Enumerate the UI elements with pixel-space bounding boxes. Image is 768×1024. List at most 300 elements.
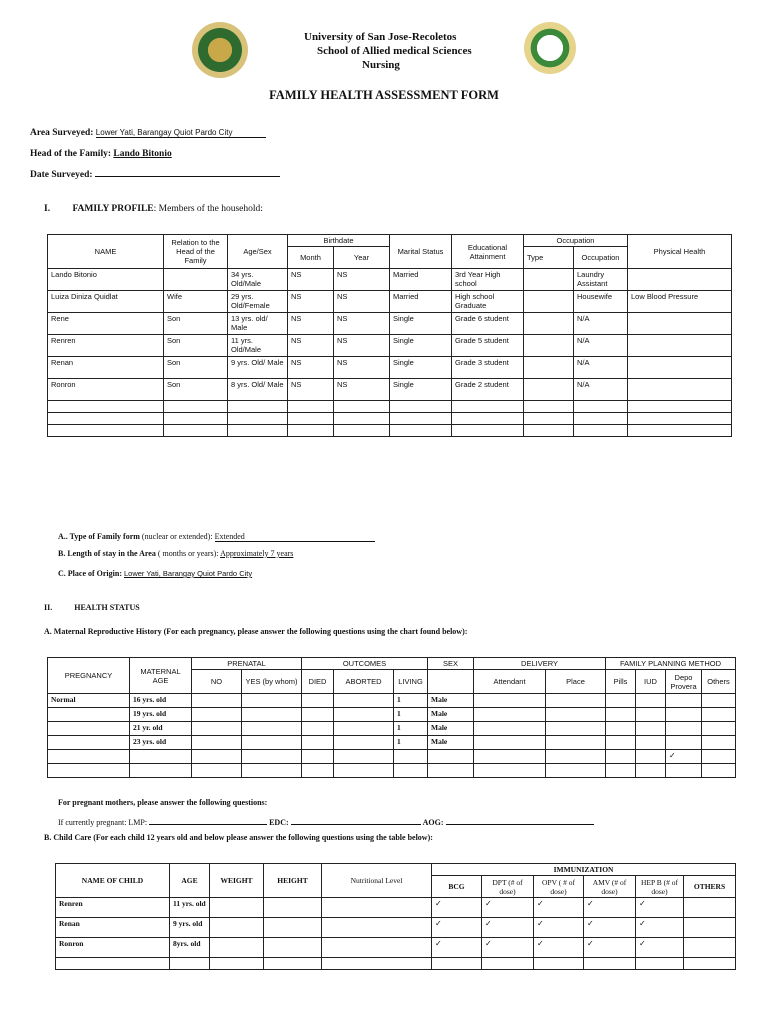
empty-cell[interactable] [242,708,302,722]
col-prenatal: PRENATAL [192,658,302,670]
table-cell: Married [390,269,452,291]
empty-cell[interactable] [474,736,546,750]
empty-cell[interactable] [636,750,666,764]
empty-cell[interactable] [474,722,546,736]
empty-cell[interactable] [242,722,302,736]
maternal-history-table [47,657,736,778]
table-cell: NS [288,269,334,291]
table-cell: 3rd Year High school [452,269,524,291]
table-row[interactable] [56,938,736,958]
empty-cell[interactable] [56,958,170,970]
school-name: School of Allied medical Sciences [317,45,472,57]
col-delivery: DELIVERY [474,658,606,670]
col-living: LIVING [394,670,428,694]
empty-cell[interactable] [474,764,546,778]
empty-cell[interactable] [192,694,242,708]
amv-check-icon: ✓ [584,918,636,938]
empty-cell[interactable] [322,938,432,958]
table-cell: Grade 2 student [452,379,524,401]
empty-cell[interactable] [666,694,702,708]
col-pregnancy: PREGNANCY [48,658,130,694]
empty-cell[interactable] [684,958,736,970]
empty-cell[interactable] [48,425,164,437]
empty-cell[interactable] [666,722,702,736]
table-cell: 9 yrs. old [170,918,210,938]
empty-cell[interactable] [574,425,628,437]
col-child-age: AGE [170,864,210,898]
col-imm-others: OTHERS [684,876,736,898]
empty-cell[interactable] [288,425,334,437]
table-cell: N/A [574,313,628,335]
empty-cell[interactable] [636,736,666,750]
empty-cell[interactable] [264,918,322,938]
empty-cell[interactable] [288,413,334,425]
table-cell [524,357,574,379]
table-cell: NS [288,379,334,401]
col-immunization: IMMUNIZATION [432,864,736,876]
empty-cell[interactable] [452,425,524,437]
empty-cell[interactable] [394,764,428,778]
empty-cell[interactable] [666,708,702,722]
empty-cell[interactable] [702,750,736,764]
table-cell [524,291,574,313]
empty-cell[interactable] [390,425,452,437]
col-year: Year [334,247,390,269]
nursing-seal-icon [524,22,576,74]
table-cell: 34 yrs. Old/Male [228,269,288,291]
lmp-label: If currently pregnant: LMP: [58,818,148,827]
table-cell [628,357,732,379]
opv-check-icon: ✓ [534,898,584,918]
empty-cell[interactable] [702,736,736,750]
opv-check-icon: ✓ [534,918,584,938]
col-dpt: DPT (# of dose) [482,876,534,898]
table-cell: N/A [574,379,628,401]
col-nutrition: Nutritional Level [322,864,432,898]
empty-cell[interactable] [192,764,242,778]
table-cell [628,379,732,401]
col-others: Others [702,670,736,694]
empty-cell[interactable] [242,736,302,750]
empty-cell[interactable] [334,722,394,736]
empty-cell[interactable] [636,708,666,722]
table-cell: Ronron [56,938,170,958]
table-cell: Renan [48,357,164,379]
empty-cell[interactable] [334,401,390,413]
col-fp: FAMILY PLANNING METHOD [606,658,736,670]
empty-cell[interactable] [192,722,242,736]
empty-cell[interactable] [302,694,334,708]
empty-cell[interactable] [264,898,322,918]
empty-cell[interactable] [390,413,452,425]
stay-length-label: B. Length of stay in the Area [58,549,156,558]
empty-cell[interactable] [302,722,334,736]
table-cell: NS [334,313,390,335]
col-opv: OPV ( # of dose) [534,876,584,898]
table-cell: 9 yrs. Old/ Male [228,357,288,379]
empty-cell[interactable] [192,708,242,722]
empty-cell[interactable] [334,425,390,437]
empty-cell[interactable] [210,938,264,958]
table-row[interactable] [48,313,732,335]
table-cell: 1 [394,736,428,750]
table-cell: Renren [56,898,170,918]
col-education: Educational Attainment [452,235,524,269]
empty-cell[interactable] [452,401,524,413]
dpt-check-icon: ✓ [482,918,534,938]
table-cell: 16 yrs. old [130,694,192,708]
table-cell: NS [288,291,334,313]
empty-cell[interactable] [474,694,546,708]
table-row[interactable] [48,335,732,357]
section2-num: II. [44,603,53,612]
col-died: DIED [302,670,334,694]
table-row[interactable] [48,736,736,750]
table-cell [48,708,130,722]
table-row[interactable] [48,291,732,313]
table-cell: Male [428,722,474,736]
empty-cell[interactable] [584,958,636,970]
empty-cell[interactable] [606,736,636,750]
table-cell: NS [334,379,390,401]
table-cell: Low Blood Pressure [628,291,732,313]
empty-cell[interactable] [684,898,736,918]
empty-cell[interactable] [130,750,192,764]
empty-cell[interactable] [242,694,302,708]
table-cell: Grade 3 student [452,357,524,379]
table-row[interactable] [48,269,732,291]
empty-cell[interactable] [546,736,606,750]
empty-cell[interactable] [288,401,334,413]
table-cell: N/A [574,335,628,357]
col-weight: WEIGHT [210,864,264,898]
maternal-history-title: A. Maternal Reproductive History (For each pregnancy, please answer the following questions using the chart found below): [44,627,468,636]
table-row[interactable] [48,694,736,708]
empty-cell[interactable] [394,750,428,764]
table-cell: High school Graduate [452,291,524,313]
empty-cell[interactable] [164,413,228,425]
col-agesex: Age/Sex [228,235,288,269]
col-sex: SEX [428,658,474,670]
table-cell: 13 yrs. old/ Male [228,313,288,335]
empty-cell[interactable] [334,736,394,750]
empty-cell[interactable] [524,401,574,413]
empty-cell[interactable] [302,708,334,722]
empty-cell[interactable] [574,413,628,425]
table-cell: Male [428,694,474,708]
hepb-check-icon: ✓ [636,898,684,918]
empty-cell[interactable] [702,764,736,778]
table-cell: NS [334,335,390,357]
empty-cell[interactable] [628,425,732,437]
empty-cell[interactable] [334,694,394,708]
empty-cell[interactable] [242,750,302,764]
table-row[interactable] [48,357,732,379]
table-row[interactable] [56,958,736,970]
empty-cell[interactable] [666,736,702,750]
table-cell: Renren [48,335,164,357]
col-attendant: Attendant [474,670,546,694]
empty-cell[interactable] [702,708,736,722]
col-hepb: HEP B (# of dose) [636,876,684,898]
empty-cell[interactable] [264,938,322,958]
empty-cell[interactable] [452,413,524,425]
col-no: NO [192,670,242,694]
table-cell: Housewife [574,291,628,313]
section1-title: FAMILY PROFILE [72,204,154,214]
university-seal-icon [192,22,248,78]
table-row[interactable] [48,379,732,401]
empty-cell[interactable] [474,708,546,722]
empty-cell[interactable] [546,708,606,722]
empty-cell[interactable] [164,401,228,413]
empty-cell[interactable] [228,425,288,437]
table-cell: NS [334,269,390,291]
empty-cell[interactable] [636,722,666,736]
table-cell [524,379,574,401]
table-cell: Laundry Assistant [574,269,628,291]
form-title: FAMILY HEALTH ASSESSMENT FORM [269,88,499,102]
table-cell: 23 yrs. old [130,736,192,750]
empty-cell[interactable] [606,694,636,708]
empty-cell[interactable] [628,401,732,413]
table-cell [628,313,732,335]
col-depo: Depo Provera [666,670,702,694]
col-place: Place [546,670,606,694]
col-month: Month [288,247,334,269]
table-cell: Luiza Diniza Quidlat [48,291,164,313]
table-cell: NS [288,357,334,379]
empty-cell[interactable] [334,413,390,425]
table-cell: Renan [56,918,170,938]
table-cell: Ronron [48,379,164,401]
empty-cell[interactable] [606,750,636,764]
empty-cell[interactable] [432,958,482,970]
empty-cell[interactable] [702,694,736,708]
empty-cell[interactable] [546,750,606,764]
amv-check-icon: ✓ [584,898,636,918]
lmp-field[interactable] [149,816,267,825]
col-birthdate: Birthdate [288,235,390,247]
empty-cell[interactable] [48,764,130,778]
origin-label: C. Place of Origin: [58,569,122,578]
table-row[interactable] [48,413,732,425]
table-row[interactable] [56,898,736,918]
empty-cell[interactable] [546,694,606,708]
table-cell: N/A [574,357,628,379]
table-cell: Grade 6 student [452,313,524,335]
table-cell: NS [288,335,334,357]
empty-cell[interactable] [482,958,534,970]
empty-cell[interactable] [666,764,702,778]
empty-cell[interactable] [574,401,628,413]
head-label: Head of the Family: [30,149,112,159]
empty-cell[interactable] [606,708,636,722]
empty-cell[interactable] [192,736,242,750]
program-name: Nursing [362,59,400,71]
dpt-check-icon: ✓ [482,898,534,918]
empty-cell[interactable] [636,958,684,970]
date-label: Date Surveyed: [30,170,93,180]
hepb-check-icon: ✓ [636,938,684,958]
edc-field[interactable] [291,816,421,825]
col-marital: Marital Status [390,235,452,269]
empty-cell[interactable] [322,898,432,918]
col-height: HEIGHT [264,864,322,898]
empty-cell[interactable] [48,413,164,425]
table-cell [524,269,574,291]
table-row[interactable] [56,918,736,938]
empty-cell[interactable] [48,401,164,413]
table-cell: Single [390,357,452,379]
table-row[interactable] [48,764,736,778]
empty-cell[interactable] [606,722,636,736]
empty-cell[interactable] [334,764,394,778]
empty-cell[interactable] [684,918,736,938]
empty-cell[interactable] [264,958,322,970]
empty-cell[interactable] [702,722,736,736]
empty-cell[interactable] [302,736,334,750]
col-occupation: Occupation [574,247,628,269]
table-cell: Lando Bitonio [48,269,164,291]
origin-value[interactable]: Lower Yati, Barangay Quiot Pardo City [123,569,253,578]
empty-cell[interactable] [546,722,606,736]
table-cell: NS [334,291,390,313]
col-occupation-group: Occupation [524,235,628,247]
empty-cell[interactable] [546,764,606,778]
table-cell: 8 yrs. Old/ Male [228,379,288,401]
table-cell: 8yrs. old [170,938,210,958]
table-cell [164,269,228,291]
empty-cell[interactable] [628,413,732,425]
table-cell: Single [390,379,452,401]
stay-length-value[interactable]: Approximately 7 years [220,549,294,558]
amv-check-icon: ✓ [584,938,636,958]
empty-cell[interactable] [636,694,666,708]
table-cell: 1 [394,722,428,736]
table-cell: Married [390,291,452,313]
col-maternal-age: MATERNAL AGE [130,658,192,694]
empty-cell[interactable] [228,401,288,413]
empty-cell[interactable] [534,958,584,970]
table-cell [48,722,130,736]
empty-cell[interactable] [210,898,264,918]
bcg-check-icon: ✓ [432,898,482,918]
empty-cell[interactable] [322,958,432,970]
col-name: NAME [48,235,164,269]
table-cell [524,335,574,357]
family-profile-table [47,234,732,437]
empty-cell[interactable] [334,708,394,722]
col-relation: Relation to the Head of the Family [164,235,228,269]
opv-check-icon: ✓ [534,938,584,958]
table-cell [628,335,732,357]
head-value[interactable]: Lando Bitonio [113,149,172,159]
table-row[interactable] [48,401,732,413]
empty-cell[interactable] [210,918,264,938]
empty-cell[interactable] [322,918,432,938]
table-row[interactable] [48,708,736,722]
pregnant-title: For pregnant mothers, please answer the following questions: [58,798,268,807]
empty-cell[interactable] [636,764,666,778]
table-cell: 1 [394,708,428,722]
family-form-label: A.. Type of Family form [58,532,140,541]
area-label: Area Surveyed: [30,128,94,138]
date-field[interactable] [95,167,280,177]
empty-cell[interactable] [334,750,394,764]
hepb-check-icon: ✓ [636,918,684,938]
table-cell: Normal [48,694,130,708]
section2-title: HEALTH STATUS [74,603,140,612]
empty-cell[interactable] [524,425,574,437]
table-cell: 1 [394,694,428,708]
empty-cell[interactable] [302,764,334,778]
university-name: University of San Jose-Recoletos [304,31,457,43]
aog-label: AOG: [422,818,444,827]
empty-cell[interactable] [474,750,546,764]
empty-cell[interactable] [192,750,242,764]
table-cell: Wife [164,291,228,313]
table-cell: Son [164,379,228,401]
empty-cell[interactable] [428,764,474,778]
table-cell: Single [390,335,452,357]
child-care-table [55,863,736,970]
section1-subtitle: : Members of the household: [153,204,263,214]
bcg-check-icon: ✓ [432,918,482,938]
table-row[interactable] [48,425,732,437]
table-cell: NS [334,357,390,379]
table-cell: Rene [48,313,164,335]
empty-cell[interactable] [302,750,334,764]
family-form-value[interactable]: Extended [215,532,375,542]
empty-cell[interactable] [48,750,130,764]
empty-cell[interactable] [242,764,302,778]
table-cell: 29 yrs. Old/Female [228,291,288,313]
empty-cell[interactable] [684,938,736,958]
bcg-check-icon: ✓ [432,938,482,958]
table-cell: 11 yrs. old [170,898,210,918]
empty-cell[interactable] [164,425,228,437]
empty-cell[interactable] [210,958,264,970]
empty-cell[interactable] [390,401,452,413]
table-cell: Male [428,708,474,722]
col-type: Type [524,247,574,269]
col-aborted: ABORTED [334,670,394,694]
empty-cell[interactable] [170,958,210,970]
table-cell: NS [288,313,334,335]
table-cell: Son [164,357,228,379]
col-amv: AMV (# of dose) [584,876,636,898]
edc-label: EDC: [269,818,289,827]
area-value[interactable]: Lower Yati, Barangay Quiot Pardo City [96,128,266,138]
table-cell: Son [164,335,228,357]
table-cell: Single [390,313,452,335]
empty-cell[interactable] [428,750,474,764]
empty-cell[interactable] [130,764,192,778]
empty-cell[interactable] [228,413,288,425]
table-cell [48,736,130,750]
empty-cell[interactable] [524,413,574,425]
table-cell: Son [164,313,228,335]
table-cell [628,269,732,291]
aog-field[interactable] [446,816,594,825]
table-row[interactable] [48,722,736,736]
empty-cell[interactable] [606,764,636,778]
table-cell: Male [428,736,474,750]
col-child-name: NAME OF CHILD [56,864,170,898]
col-yes: YES (by whom) [242,670,302,694]
table-row[interactable] [48,750,736,764]
